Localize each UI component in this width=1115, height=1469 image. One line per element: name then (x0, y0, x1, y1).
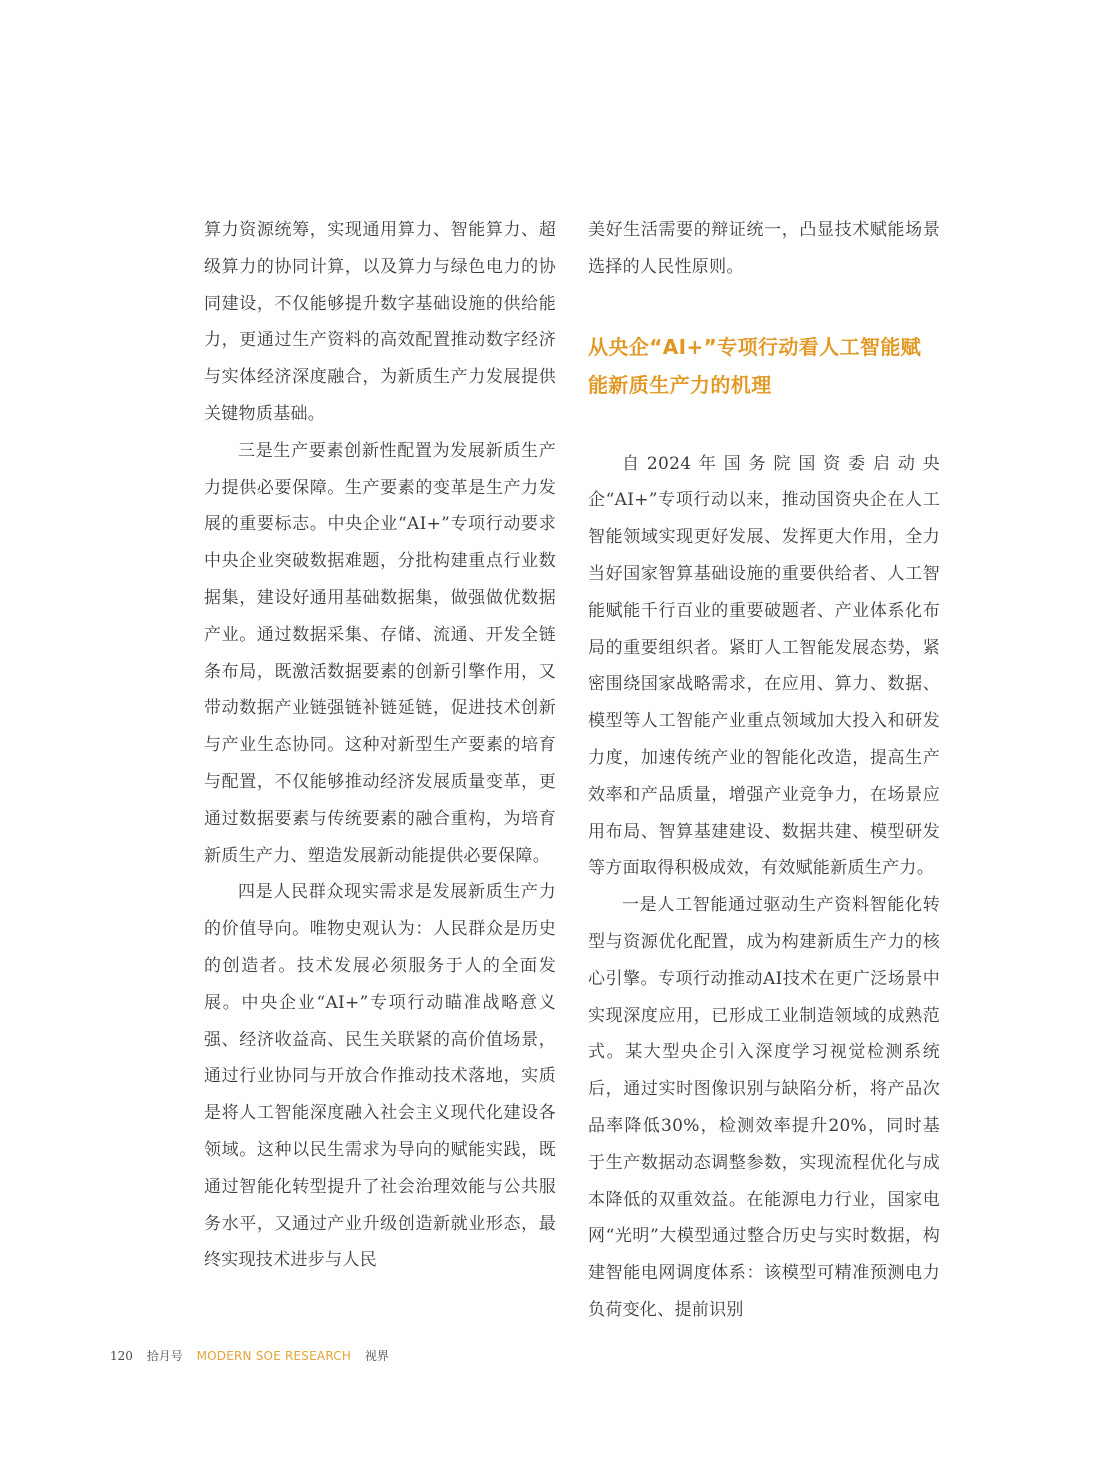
page-number: 120 (110, 1349, 133, 1363)
page-footer (110, 1348, 399, 1364)
right-column (588, 212, 940, 1329)
body-paragraph: 一是人工智能通过驱动生产资料智能化转型与资源优化配置，成为构建新质生产力的核心引擎。专项行动推动AI技术在更广泛场景中实现深度应用，已形成工业制造领域的成熟范式。某大型央企引入深度学习视觉检测系统后，通过实时图像识别与缺陷分析，将产品次品率降低30%，检测效率提升20%，同时基于生产数据动态调整参数，实现流程优化与成本降低的双重效益。在能源电力行业，国家电网“光明”大模型通过整合历史与实时数据，构建智能电网调度体系：该模型可精准预测电力负荷变化、提前识别 (588, 895, 940, 1320)
magazine-english-name: MODERN SOE RESEARCH (196, 1349, 352, 1363)
left-column (204, 212, 556, 1279)
magazine-name: 拾月号 (146, 1349, 183, 1363)
body-paragraph: 算力资源统筹，实现通用算力、智能算力、超级算力的协同计算，以及算力与绿色电力的协同建设，不仅能够提升数字基础设施的供给能力，更通过生产资料的高效配置推动数字经济与实体经济深度融合，为新质生产力发展提供关键物质基础。 (204, 220, 556, 424)
body-paragraph: 三是生产要素创新性配置为发展新质生产力提供必要保障。生产要素的变革是生产力发展的重要标志。中央企业“AI+”专项行动要求中央企业突破数据难题，分批构建重点行业数据集，建设好通用基础数据集，做强做优数据产业。通过数据采集、存储、流通、开发全链条布局，既激活数据要素的创新引擎作用，又带动数据产业链强链补链延链，促进技术创新与产业生态协同。这种对新型生产要素的培育与配置，不仅能够推动经济发展质量变革，更通过数据要素与传统要素的融合重构，为培育新质生产力、塑造发展新动能提供必要保障。 (204, 440, 556, 866)
body-paragraph: 美好生活需要的辩证统一，凸显技术赋能场景选择的人民性原则。 (588, 220, 940, 277)
section-name: 视界 (364, 1349, 389, 1363)
body-paragraph: 自2024年国务院国资委启动央企“AI+”专项行动以来，推动国资央企在人工智能领域实现更好发展、发挥更大作用，全力当好国家智算基础设施的重要供给者、人工智能赋能千行百业的重要破题者、产业体系化布局的重要组织者。紧盯人工智能发展态势，紧密围绕国家战略需求，在应用、算力、数据、模型等人工智能产业重点领域加大投入和研发力度，加速传统产业的智能化改造，提高生产效率和产品质量，增强产业竞争力，在场景应用布局、智算基建建设、数据共建、模型研发等方面取得积极成效，有效赋能新质生产力。 (588, 453, 940, 879)
body-paragraph: 四是人民群众现实需求是发展新质生产力的价值导向。唯物史观认为：人民群众是历史的创造者。技术发展必须服务于人的全面发展。中央企业“AI+”专项行动瞄准战略意义强、经济收益高、民生关联紧的高价值场景，通过行业协同与开放合作推动技术落地，实质是将人工智能深度融入社会主义现代化建设各领域。这种以民生需求为导向的赋能实践，既通过智能化转型提升了社会治理效能与公共服务水平，又通过产业升级创造新就业形态，最终实现技术进步与人民 (204, 882, 556, 1271)
section-heading: 从央企“AI+”专项行动看人工智能赋能新质生产力的机理 (588, 334, 922, 397)
